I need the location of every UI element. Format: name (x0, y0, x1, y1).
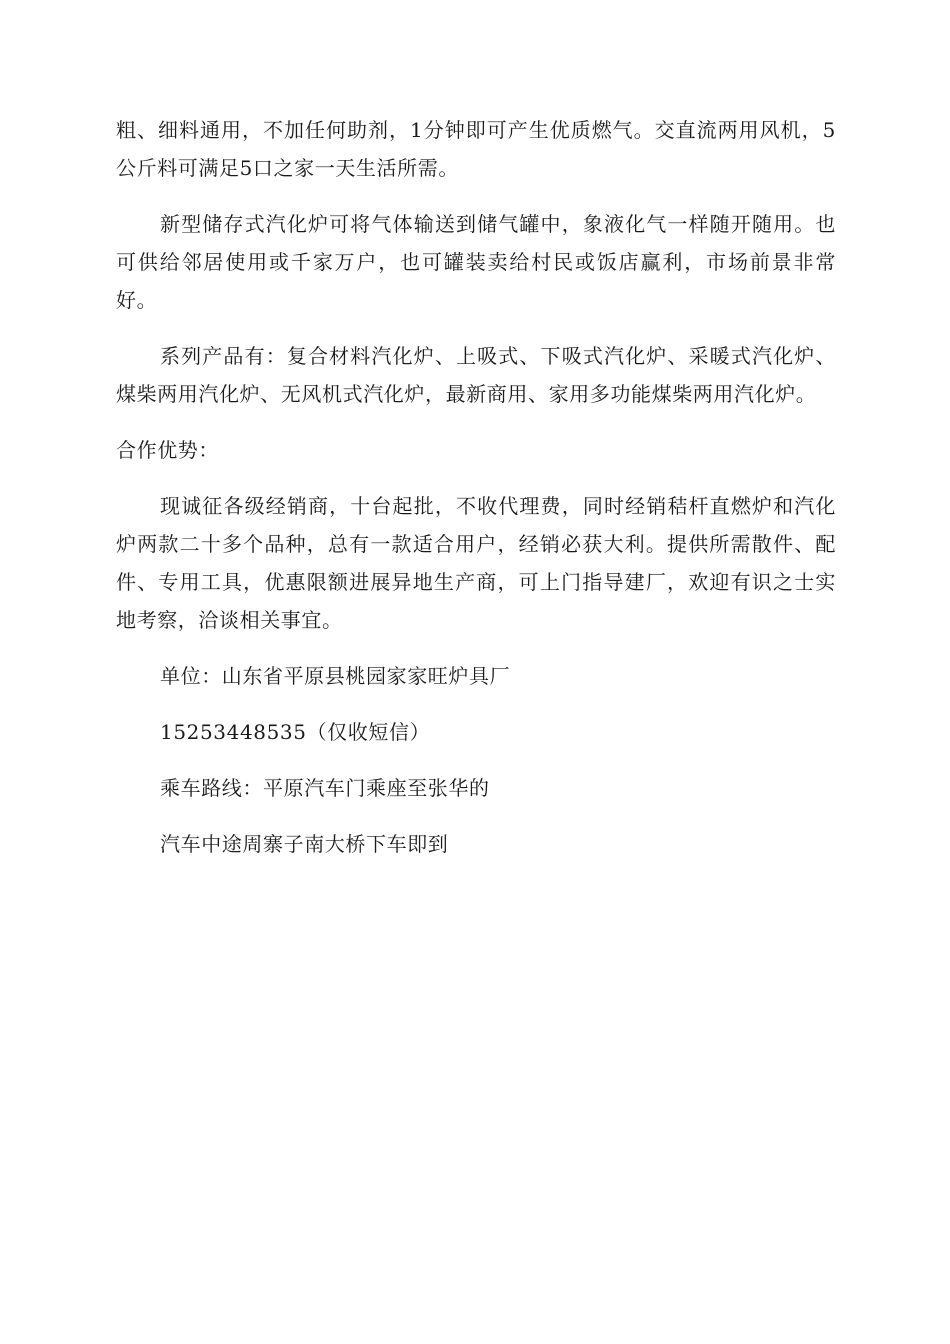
paragraph-storage-gasifier: 新型储存式汽化炉可将气体输送到储气罐中，象液化气一样随开随用。也可供给邻居使用或千家万户，也可罐装卖给村民或饭店赢利，市场前景非常好。 (116, 212, 836, 312)
paragraph-company-unit: 单位：山东省平原县桃园家家旺炉具厂 (160, 664, 511, 688)
paragraph-route-line-2: 汽车中途周寨子南大桥下车即到 (160, 832, 449, 856)
paragraph-dealer-recruitment: 现诚征各级经销商，十台起批，不收代理费，同时经销秸杆直燃炉和汽化炉两款二十多个品种，总有一款适合用户，经销必获大利。提供所需散件、配件、专用工具，优惠限额进展异地生产商，可上门指导建厂，欢迎有识之士实地考察，洽谈相关事宜。 (116, 494, 836, 632)
document-body (116, 111, 836, 881)
paragraph-phone: 15253448535（仅收短信） (160, 720, 431, 744)
paragraph-route-line-1: 乘车路线：平原汽车门乘座至张华的 (160, 776, 490, 800)
paragraph-product-series: 系列产品有：复合材料汽化炉、上吸式、下吸式汽化炉、采暖式汽化炉、煤柴两用汽化炉、无风机式汽化炉，最新商用、家用多功能煤柴两用汽化炉。 (116, 344, 836, 406)
section-heading-cooperation: 合作优势： (116, 438, 219, 462)
paragraph-product-features: 粗、细料通用，不加任何助剂，1分钟即可产生优质燃气。交直流两用风机，5公斤料可满足5口之家一天生活所需。 (116, 118, 836, 180)
